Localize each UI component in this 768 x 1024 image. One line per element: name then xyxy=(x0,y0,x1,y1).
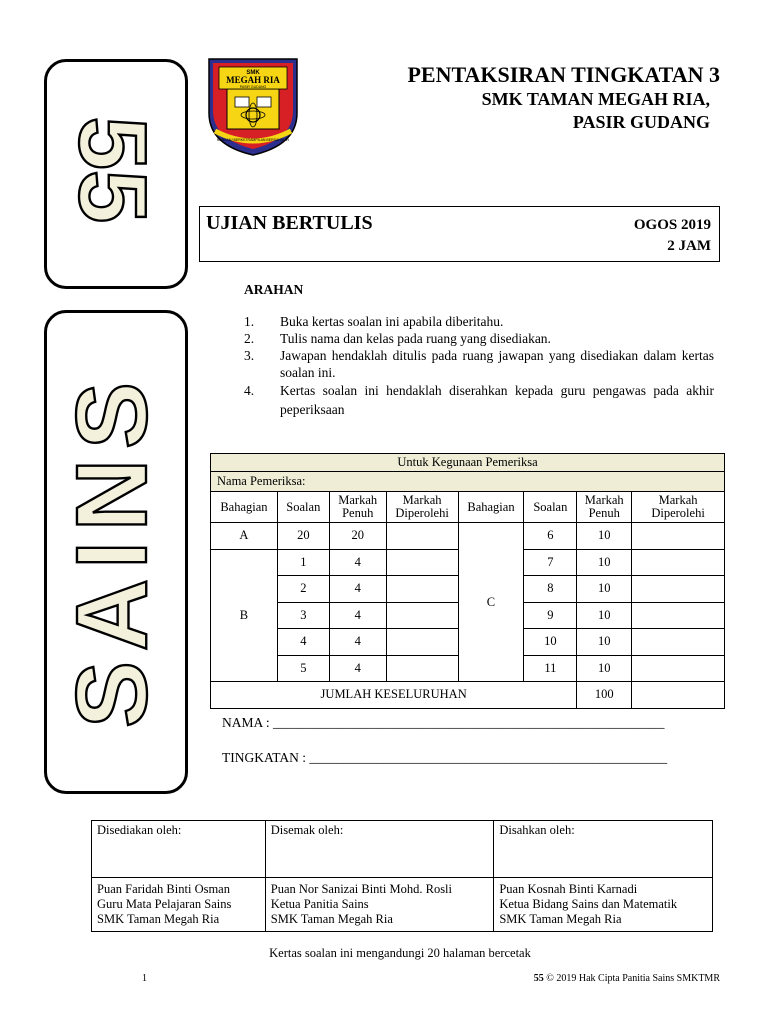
full-marks-cell: 10 xyxy=(577,576,632,603)
marks-obtained-cell[interactable] xyxy=(632,523,725,550)
col-header-section: Bahagian xyxy=(458,492,524,523)
full-marks-cell: 4 xyxy=(329,602,386,629)
page-number: 1 xyxy=(142,973,147,984)
marks-obtained-cell[interactable] xyxy=(386,576,458,603)
examiner-marks-table xyxy=(210,453,725,709)
marks-obtained-cell[interactable] xyxy=(632,602,725,629)
signature-table xyxy=(91,820,713,932)
instruction-item: 4. Kertas soalan ini hendaklah diserahkan kepada guru pengawas pada akhir peperiksaan xyxy=(244,383,714,417)
col-header-question: Soalan xyxy=(524,492,577,523)
exam-duration: 2 JAM xyxy=(667,238,711,254)
marks-table-caption: Untuk Kegunaan Pemeriksa xyxy=(211,454,725,472)
question-cell: 9 xyxy=(524,602,577,629)
svg-text:MEGAH RIA: MEGAH RIA xyxy=(226,75,280,85)
marks-obtained-cell[interactable] xyxy=(386,549,458,576)
instruction-item: 2. Tulis nama dan kelas pada ruang yang disediakan. xyxy=(244,331,551,346)
total-row xyxy=(211,682,725,709)
total-label: JUMLAH KESELURUHAN xyxy=(211,682,577,709)
examiner-name-field: Nama Pemeriksa: xyxy=(211,472,725,492)
full-marks-cell: 10 xyxy=(577,523,632,550)
question-cell: 2 xyxy=(277,576,329,603)
col-header-section: Bahagian xyxy=(211,492,278,523)
full-marks-cell: 10 xyxy=(577,602,632,629)
question-cell: 5 xyxy=(277,655,329,682)
side-subject: SAINS xyxy=(56,372,168,728)
section-a: A xyxy=(211,523,278,550)
full-marks-cell: 4 xyxy=(329,629,386,656)
table-row xyxy=(211,523,725,550)
question-cell: 20 xyxy=(277,523,329,550)
marks-obtained-cell[interactable] xyxy=(632,655,725,682)
approved-by-label: Disahkan oleh: xyxy=(494,821,713,878)
col-header-full-marks: Markah Penuh xyxy=(329,492,386,523)
full-marks-cell: 4 xyxy=(329,576,386,603)
question-cell: 4 xyxy=(277,629,329,656)
school-logo xyxy=(205,53,301,157)
marks-obtained-cell[interactable] xyxy=(632,549,725,576)
full-marks-cell: 10 xyxy=(577,629,632,656)
prepared-by-label: Disediakan oleh: xyxy=(92,821,266,878)
marks-obtained-cell[interactable] xyxy=(632,576,725,603)
full-marks-cell: 4 xyxy=(329,549,386,576)
full-marks-cell: 20 xyxy=(329,523,386,550)
instructions-heading: ARAHAN xyxy=(244,282,304,297)
school-location: PASIR GUDANG xyxy=(572,112,710,132)
prepared-by: Puan Faridah Binti Osman Guru Mata Pelajaran Sains SMK Taman Megah Ria xyxy=(92,878,266,932)
question-cell: 11 xyxy=(524,655,577,682)
svg-text:SMK: SMK xyxy=(246,70,260,76)
instruction-item: 3. Jawapan hendaklah ditulis pada ruang jawapan yang disediakan dalam kertas soalan ini. xyxy=(244,348,714,380)
col-header-full-marks: Markah Penuh xyxy=(577,492,632,523)
total-full-marks: 100 xyxy=(577,682,632,709)
marks-obtained-cell[interactable] xyxy=(386,523,458,550)
approved-by: Puan Kosnah Binti Karnadi Ketua Bidang Sains dan Matematik SMK Taman Megah Ria xyxy=(494,878,713,932)
question-cell: 7 xyxy=(524,549,577,576)
col-header-marks-obtained: Markah Diperolehi xyxy=(386,492,458,523)
name-field[interactable]: NAMA : __________________________________________________________ xyxy=(222,715,665,730)
form-field[interactable]: TINGKATAN : _____________________________________________________ xyxy=(222,750,668,765)
full-marks-cell: 10 xyxy=(577,549,632,576)
col-header-question: Soalan xyxy=(277,492,329,523)
instructions-list xyxy=(244,313,714,419)
marks-obtained-cell[interactable] xyxy=(386,602,458,629)
side-code: 55 xyxy=(59,116,166,224)
section-b: B xyxy=(211,549,278,682)
col-header-marks-obtained: Markah Diperolehi xyxy=(632,492,725,523)
question-cell: 6 xyxy=(524,523,577,550)
page-count-note: Kertas soalan ini mengandungi 20 halaman bercetak xyxy=(269,946,531,960)
checked-by-label: Disemak oleh: xyxy=(265,821,494,878)
question-cell: 1 xyxy=(277,549,329,576)
full-marks-cell: 10 xyxy=(577,655,632,682)
school-name: SMK TAMAN MEGAH RIA, xyxy=(481,89,710,109)
full-marks-cell: 4 xyxy=(329,655,386,682)
instruction-item: 1. Buka kertas soalan ini apabila diberitahu. xyxy=(244,314,504,329)
total-marks-obtained[interactable] xyxy=(632,682,725,709)
marks-obtained-cell[interactable] xyxy=(386,629,458,656)
question-cell: 10 xyxy=(524,629,577,656)
exam-date: OGOS 2019 xyxy=(633,217,711,233)
question-cell: 8 xyxy=(524,576,577,603)
checked-by: Puan Nor Sanizai Binti Mohd. Rosli Ketua Panitia Sains SMK Taman Megah Ria xyxy=(265,878,494,932)
svg-text:BERILMU BERKETRAMPILAN BERSAHS: BERILMU BERKETRAMPILAN BERSAHSIAH xyxy=(217,138,289,142)
svg-text:PASIR GUDANG: PASIR GUDANG xyxy=(239,85,267,89)
copyright: 55 © 2019 Hak Cipta Panitia Sains SMKTMR xyxy=(533,973,720,984)
marks-obtained-cell[interactable] xyxy=(386,655,458,682)
exam-name: UJIAN BERTULIS xyxy=(206,212,373,234)
question-cell: 3 xyxy=(277,602,329,629)
marks-obtained-cell[interactable] xyxy=(632,629,725,656)
section-c: C xyxy=(458,523,524,682)
document-title: PENTAKSIRAN TINGKATAN 3 xyxy=(407,62,720,87)
